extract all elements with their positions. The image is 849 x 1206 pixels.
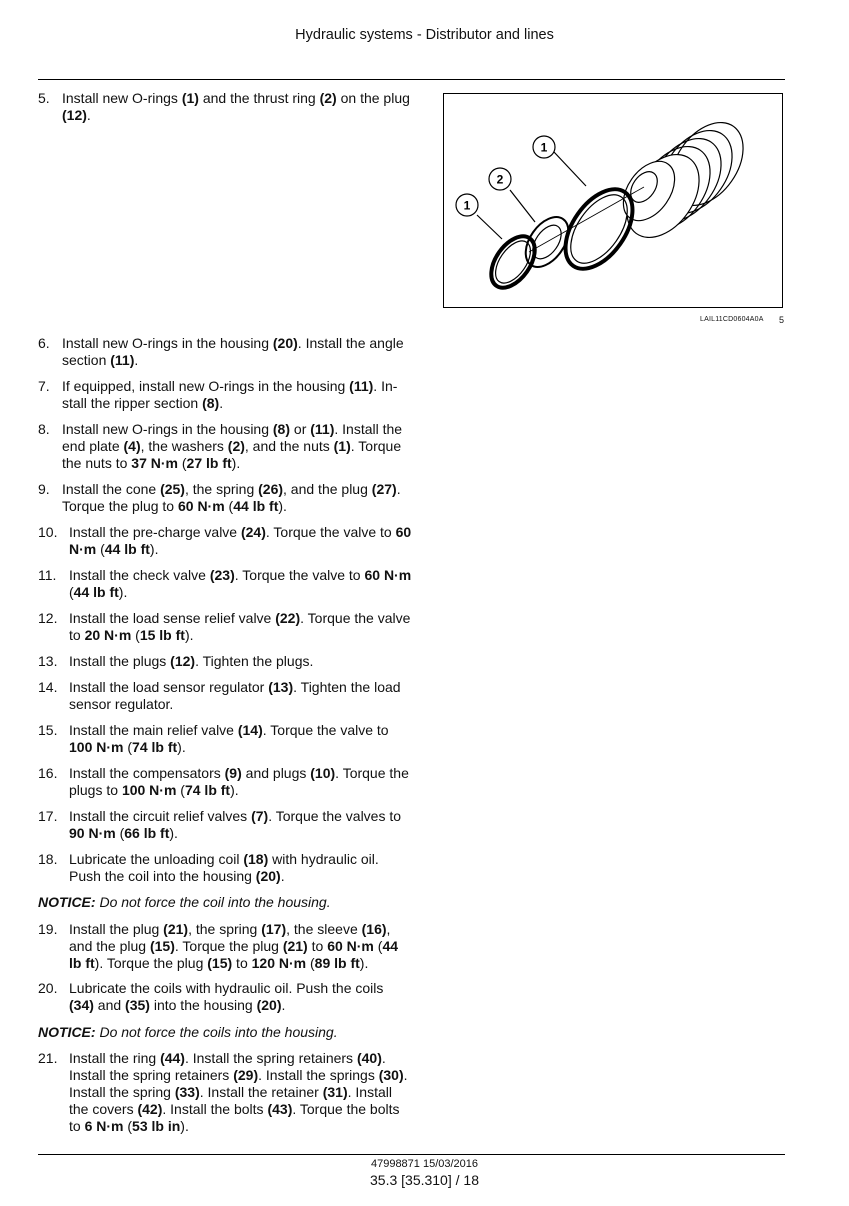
text-run: on the plug xyxy=(336,90,410,106)
text-run: Install the cone xyxy=(62,481,161,497)
footer-rule xyxy=(38,1154,785,1155)
step-text xyxy=(69,980,412,1014)
bold-ref: (20) xyxy=(256,997,282,1013)
bold-ref: (14) xyxy=(237,722,263,738)
bold-ref: (26) xyxy=(258,481,284,497)
step-text xyxy=(69,653,412,670)
step-number: 12. xyxy=(38,610,58,626)
bold-ref: 15 lb ft xyxy=(139,627,185,643)
step-text xyxy=(69,567,412,601)
step-text xyxy=(69,722,412,756)
step-number: 13. xyxy=(38,653,58,669)
step-7 xyxy=(38,378,412,412)
bold-ref: 74 lb ft xyxy=(184,782,231,798)
step-20 xyxy=(38,980,412,1014)
bold-ref: 44 lb ft xyxy=(73,584,119,600)
bold-ref: (2) xyxy=(319,90,337,106)
step-9 xyxy=(38,481,412,515)
text-run: ( xyxy=(176,782,185,798)
bold-ref: (16) xyxy=(361,921,387,937)
step-17 xyxy=(38,808,412,842)
bold-ref: 44 lb ft xyxy=(233,498,279,514)
text-run: ). xyxy=(169,825,178,841)
bold-ref: 120 N·m xyxy=(251,955,307,971)
text-run: Install new O-rings xyxy=(62,90,182,106)
leader-1-small xyxy=(477,215,502,239)
text-run: Install the pre-charge valve xyxy=(69,524,241,540)
text-run: . Torque the valve to xyxy=(262,722,389,738)
bold-ref: (8) xyxy=(202,395,220,411)
text-run: and plugs xyxy=(241,765,311,781)
step-number: 7. xyxy=(38,378,50,394)
bold-ref: (8) xyxy=(272,421,291,437)
text-run: . xyxy=(281,997,286,1013)
o-ring-illustration xyxy=(444,94,784,309)
text-run: ( xyxy=(123,739,133,755)
bold-ref: 100 N·m xyxy=(69,739,124,755)
text-run: . Torque the valve to xyxy=(69,610,411,643)
text-run: Install the main relief valve xyxy=(69,722,238,738)
text-run: Lubricate the unloading coil xyxy=(69,851,244,867)
step-text xyxy=(69,610,412,644)
step-text xyxy=(69,851,412,885)
bold-ref: (30) xyxy=(378,1067,404,1083)
header-rule xyxy=(38,79,785,80)
text-run: , and the plug xyxy=(69,921,391,954)
step-19 xyxy=(38,921,412,972)
bold-ref: (11) xyxy=(110,352,135,368)
notice-label: NOTICE: xyxy=(38,894,96,910)
text-run: , the sleeve xyxy=(286,921,362,937)
step-6 xyxy=(38,335,412,369)
bold-ref: 60 N·m xyxy=(327,938,374,954)
bold-ref: (29) xyxy=(233,1067,259,1083)
o-ring-small-inner xyxy=(489,235,538,289)
bold-ref: 60 N·m xyxy=(364,567,412,583)
text-run: and the thrust ring xyxy=(198,90,320,106)
step-text xyxy=(62,421,412,472)
step-text xyxy=(62,335,412,369)
step-text xyxy=(69,921,412,972)
step-number: 8. xyxy=(38,421,50,437)
text-run: If equipped, install new O-rings in the housing xyxy=(62,378,350,394)
step-18 xyxy=(38,851,412,885)
bold-ref: (2) xyxy=(227,438,245,454)
bold-ref: (23) xyxy=(209,567,235,583)
bold-ref: (1) xyxy=(181,90,199,106)
bold-ref: (4) xyxy=(123,438,141,454)
text-run: ). xyxy=(118,584,128,600)
bold-ref: (27) xyxy=(371,481,397,497)
leader-2 xyxy=(510,190,535,222)
bold-ref: (44) xyxy=(160,1050,185,1066)
bold-ref: 60 N·m xyxy=(69,524,412,557)
text-run: . Torque the plugs to xyxy=(69,765,409,798)
text-run: , the washers xyxy=(140,438,228,454)
text-run: . Install the angle section xyxy=(62,335,404,368)
text-run: ). xyxy=(231,455,241,471)
text-run: ( xyxy=(177,455,187,471)
text-run: Install the check valve xyxy=(69,567,210,583)
bold-ref: (7) xyxy=(251,808,269,824)
text-run: . Tighten the plugs. xyxy=(195,653,314,669)
step-14 xyxy=(38,679,412,713)
text-run: to xyxy=(232,955,252,971)
bold-ref: (9) xyxy=(224,765,242,781)
notice-coil xyxy=(38,894,412,911)
text-run: and xyxy=(93,997,126,1013)
step-15 xyxy=(38,722,412,756)
text-run: ). xyxy=(278,498,287,514)
step-number: 10. xyxy=(38,524,58,540)
bold-ref: 20 N·m xyxy=(84,627,132,643)
text-run: , the spring xyxy=(188,921,262,937)
step-8 xyxy=(38,421,412,472)
step-number: 11. xyxy=(38,567,57,583)
bold-ref: (25) xyxy=(160,481,185,497)
step-number: 19. xyxy=(38,921,58,937)
step-13 xyxy=(38,653,412,670)
bold-ref: (24) xyxy=(240,524,266,540)
text-run: . Torque the plug xyxy=(174,938,283,954)
step-11 xyxy=(38,567,412,601)
text-run: . xyxy=(86,107,91,123)
bold-ref: (15) xyxy=(149,938,175,954)
bold-ref: 53 lb in xyxy=(132,1118,181,1134)
text-run: , and the plug xyxy=(283,481,372,497)
bold-ref: 44 lb ft xyxy=(104,541,150,557)
text-run: Install new O-rings in the housing xyxy=(62,335,273,351)
text-run: ( xyxy=(69,584,74,600)
notice-text: Do not force the coil into the housing. xyxy=(95,894,331,910)
text-run: . Install the covers xyxy=(69,1084,392,1117)
bold-ref: (17) xyxy=(261,921,287,937)
bold-ref: 37 N·m xyxy=(131,455,178,471)
bold-ref: (21) xyxy=(163,921,189,937)
footer-page-number: 35.3 [35.310] / 18 xyxy=(370,1172,479,1188)
text-run: . Torque the valve to xyxy=(234,567,365,583)
text-run: ( xyxy=(96,541,105,557)
step-5 xyxy=(38,90,412,124)
text-run: . Torque the bolts to xyxy=(69,1101,400,1134)
bold-ref: (11) xyxy=(310,421,335,437)
text-run: ). xyxy=(359,955,369,971)
bold-ref: 60 N·m xyxy=(177,498,225,514)
bold-ref: 27 lb ft xyxy=(186,455,232,471)
bold-ref: (1) xyxy=(333,438,351,454)
bold-ref: 100 N·m xyxy=(121,782,177,798)
text-run: . In-stall the ripper section xyxy=(62,378,398,411)
bold-ref: 44 lb ft xyxy=(69,938,399,971)
step-number: 17. xyxy=(38,808,58,824)
step-text xyxy=(69,1050,412,1135)
step-number: 14. xyxy=(38,679,58,695)
text-run: . Install the bolts xyxy=(162,1101,268,1117)
footer-doc-id: 47998871 15/03/2016 xyxy=(370,1158,479,1170)
text-run: ( xyxy=(373,938,383,954)
text-run: ). xyxy=(177,739,186,755)
bold-ref: 66 lb ft xyxy=(124,825,170,841)
text-run: Install the compensators xyxy=(69,765,225,781)
text-run: ( xyxy=(224,498,234,514)
step-number: 21. xyxy=(38,1050,58,1066)
text-run: Install the plugs xyxy=(69,653,171,669)
callout-label-1a: 1 xyxy=(540,140,548,155)
bold-ref: (10) xyxy=(310,765,336,781)
bold-ref: (12) xyxy=(170,653,196,669)
text-run: . Install the end plate xyxy=(62,421,403,454)
notice-text: Do not force the coils into the housing. xyxy=(95,1024,338,1040)
step-number: 5. xyxy=(38,90,50,106)
figure-o-rings xyxy=(443,93,783,308)
bold-ref: (13) xyxy=(268,679,294,695)
bold-ref: (20) xyxy=(272,335,298,351)
bold-ref: (20) xyxy=(255,868,281,884)
bold-ref: (21) xyxy=(282,938,308,954)
step-number: 15. xyxy=(38,722,58,738)
step-text xyxy=(69,765,412,799)
callout-label-2: 2 xyxy=(496,172,504,187)
bold-ref: (35) xyxy=(125,997,150,1013)
bold-ref: 89 lb ft xyxy=(314,955,360,971)
step-text xyxy=(62,481,412,515)
text-run: Install the load sensor regulator xyxy=(69,679,269,695)
bold-ref: (34) xyxy=(69,997,94,1013)
text-run: Lubricate the coils with hydraulic oil. Push the coils xyxy=(69,980,384,996)
step-text xyxy=(69,679,412,713)
bold-ref: (15) xyxy=(207,955,233,971)
notice-label: NOTICE: xyxy=(38,1024,96,1040)
notice-coils xyxy=(38,1024,412,1041)
text-run: ). xyxy=(184,627,194,643)
bold-ref: (22) xyxy=(275,610,301,626)
callout-label-1b: 1 xyxy=(463,198,471,213)
step-12 xyxy=(38,610,412,644)
bold-ref: 74 lb ft xyxy=(132,739,178,755)
text-run: . xyxy=(219,395,224,411)
text-run: . Install the spring retainers xyxy=(69,1050,386,1083)
text-run: ). xyxy=(149,541,159,557)
o-ring-small xyxy=(482,228,543,295)
bold-ref: (18) xyxy=(243,851,269,867)
text-run: . Tighten the load sensor regulator. xyxy=(69,679,401,712)
step-21 xyxy=(38,1050,412,1135)
text-run: to xyxy=(307,938,328,954)
text-run: Install the ring xyxy=(69,1050,161,1066)
bold-ref: (42) xyxy=(137,1101,163,1117)
text-run: . Install the springs xyxy=(258,1067,379,1083)
text-run: ( xyxy=(115,825,125,841)
text-run: or xyxy=(290,421,311,437)
bold-ref: (31) xyxy=(322,1084,348,1100)
leader-1-large xyxy=(554,152,586,186)
text-run: . Torque the plug to xyxy=(62,481,401,514)
text-run: ). xyxy=(180,1118,189,1134)
text-run: Install new O-rings in the housing xyxy=(62,421,273,437)
text-run: . Torque the valves to xyxy=(268,808,402,824)
bold-ref: 6 N·m xyxy=(84,1118,124,1134)
figure-number: 5 xyxy=(779,315,785,325)
text-run: . Torque the valve to xyxy=(265,524,396,540)
text-run: ( xyxy=(131,627,140,643)
step-text xyxy=(69,808,412,842)
step-16 xyxy=(38,765,412,799)
step-number: 16. xyxy=(38,765,58,781)
step-number: 9. xyxy=(38,481,50,497)
text-run: . Install the retainer xyxy=(199,1084,323,1100)
step-text xyxy=(69,524,412,558)
text-run: . xyxy=(134,352,139,368)
bold-ref: (33) xyxy=(174,1084,200,1100)
figure-code: LAIL11CD0604A0A xyxy=(700,316,764,323)
step-number: 6. xyxy=(38,335,50,351)
text-run: ( xyxy=(306,955,315,971)
text-run: ). xyxy=(230,782,239,798)
text-run: . Install the spring xyxy=(69,1067,408,1100)
text-run: , the spring xyxy=(184,481,259,497)
bold-ref: (43) xyxy=(267,1101,293,1117)
text-run: ( xyxy=(123,1118,133,1134)
text-run: with hydraulic oil. Push the coil into the housing xyxy=(69,851,379,884)
step-10 xyxy=(38,524,412,558)
bold-ref: (40) xyxy=(356,1050,382,1066)
step-text xyxy=(62,90,412,124)
text-run: . xyxy=(280,868,285,884)
text-run: . Torque the nuts to xyxy=(62,438,402,471)
step-number: 20. xyxy=(38,980,58,996)
step-number: 18. xyxy=(38,851,58,867)
page-header: Hydraulic systems - Distributor and lines xyxy=(295,27,554,43)
text-run: into the housing xyxy=(149,997,257,1013)
step-text xyxy=(62,378,412,412)
text-run: Install the circuit relief valves xyxy=(69,808,252,824)
text-run: . Install the spring retainers xyxy=(184,1050,357,1066)
text-run: Install the plug xyxy=(69,921,164,937)
bold-ref: 90 N·m xyxy=(69,825,116,841)
bold-ref: (11) xyxy=(349,378,374,394)
text-run: , and the nuts xyxy=(244,438,334,454)
text-run: ). Torque the plug xyxy=(94,955,208,971)
text-run: Install the load sense relief valve xyxy=(69,610,276,626)
bold-ref: (12) xyxy=(62,107,87,123)
